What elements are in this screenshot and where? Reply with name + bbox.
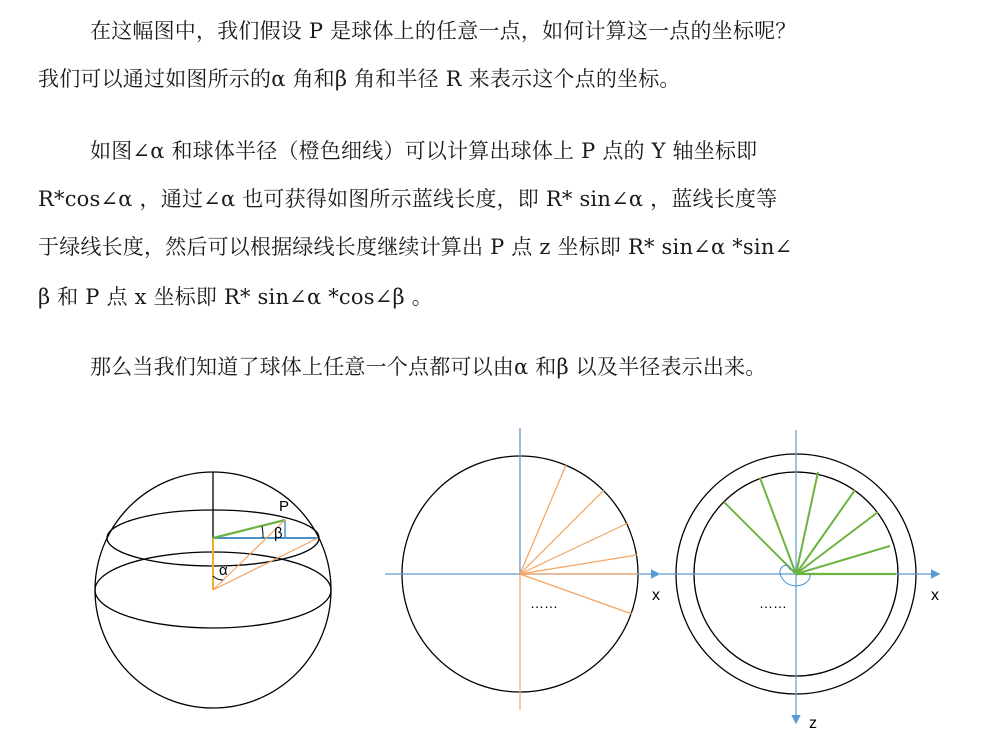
orange-ray-4 bbox=[520, 555, 637, 574]
green-ray-7 bbox=[724, 502, 796, 574]
middle-dots: …… bbox=[530, 595, 558, 611]
paragraph-2-line-3: 于绿线长度，然后可以根据绿线长度继续计算出 P 点 z 坐标即 R* sin∠α *sin∠ bbox=[38, 235, 793, 259]
paragraph-1-line-2: 我们可以通过如图所示的α 角和β 角和半径 R 来表示这个点的坐标。 bbox=[38, 67, 681, 91]
right-label-z: z bbox=[809, 715, 817, 732]
beta-arc bbox=[262, 526, 263, 538]
green-ray-1 bbox=[760, 478, 796, 574]
orange-radius-edge bbox=[213, 538, 318, 590]
orange-ray-3 bbox=[520, 523, 628, 574]
circle-diagram-orange bbox=[385, 428, 660, 710]
paragraph-2-line-4: β 和 P 点 x 坐标即 R* sin∠α *cos∠β 。 bbox=[38, 285, 433, 309]
right-label-x: x bbox=[931, 587, 939, 604]
circle-diagram-green bbox=[660, 430, 939, 732]
green-ray-5 bbox=[796, 546, 890, 574]
paragraph-2-line-1: 如图∠α 和球体半径（橙色细线）可以计算出球体上 P 点的 Y 轴坐标即 bbox=[90, 139, 758, 163]
paragraph-2-line-2: R*cos∠α ，通过∠α 也可获得如图所示蓝线长度，即 R* sin∠α ，蓝线长度等 bbox=[38, 187, 778, 211]
right-dots: …… bbox=[759, 595, 787, 611]
orange-ray-2 bbox=[520, 490, 604, 574]
label-alpha: α bbox=[219, 562, 228, 579]
middle-label-x: x bbox=[652, 587, 660, 604]
label-beta: β bbox=[274, 525, 283, 542]
beta-swirl bbox=[780, 565, 810, 585]
sphere-diagram bbox=[95, 472, 331, 708]
label-p: P bbox=[279, 498, 290, 515]
paragraph-3-line-1: 那么当我们知道了球体上任意一个点都可以由α 和β 以及半径表示出来。 bbox=[90, 355, 767, 379]
sphere-coordinate-figure bbox=[0, 410, 1001, 748]
orange-ray-1 bbox=[520, 465, 566, 574]
paragraph-1-line-1: 在这幅图中，我们假设 P 是球体上的任意一点，如何计算这一点的坐标呢？ bbox=[90, 19, 797, 43]
